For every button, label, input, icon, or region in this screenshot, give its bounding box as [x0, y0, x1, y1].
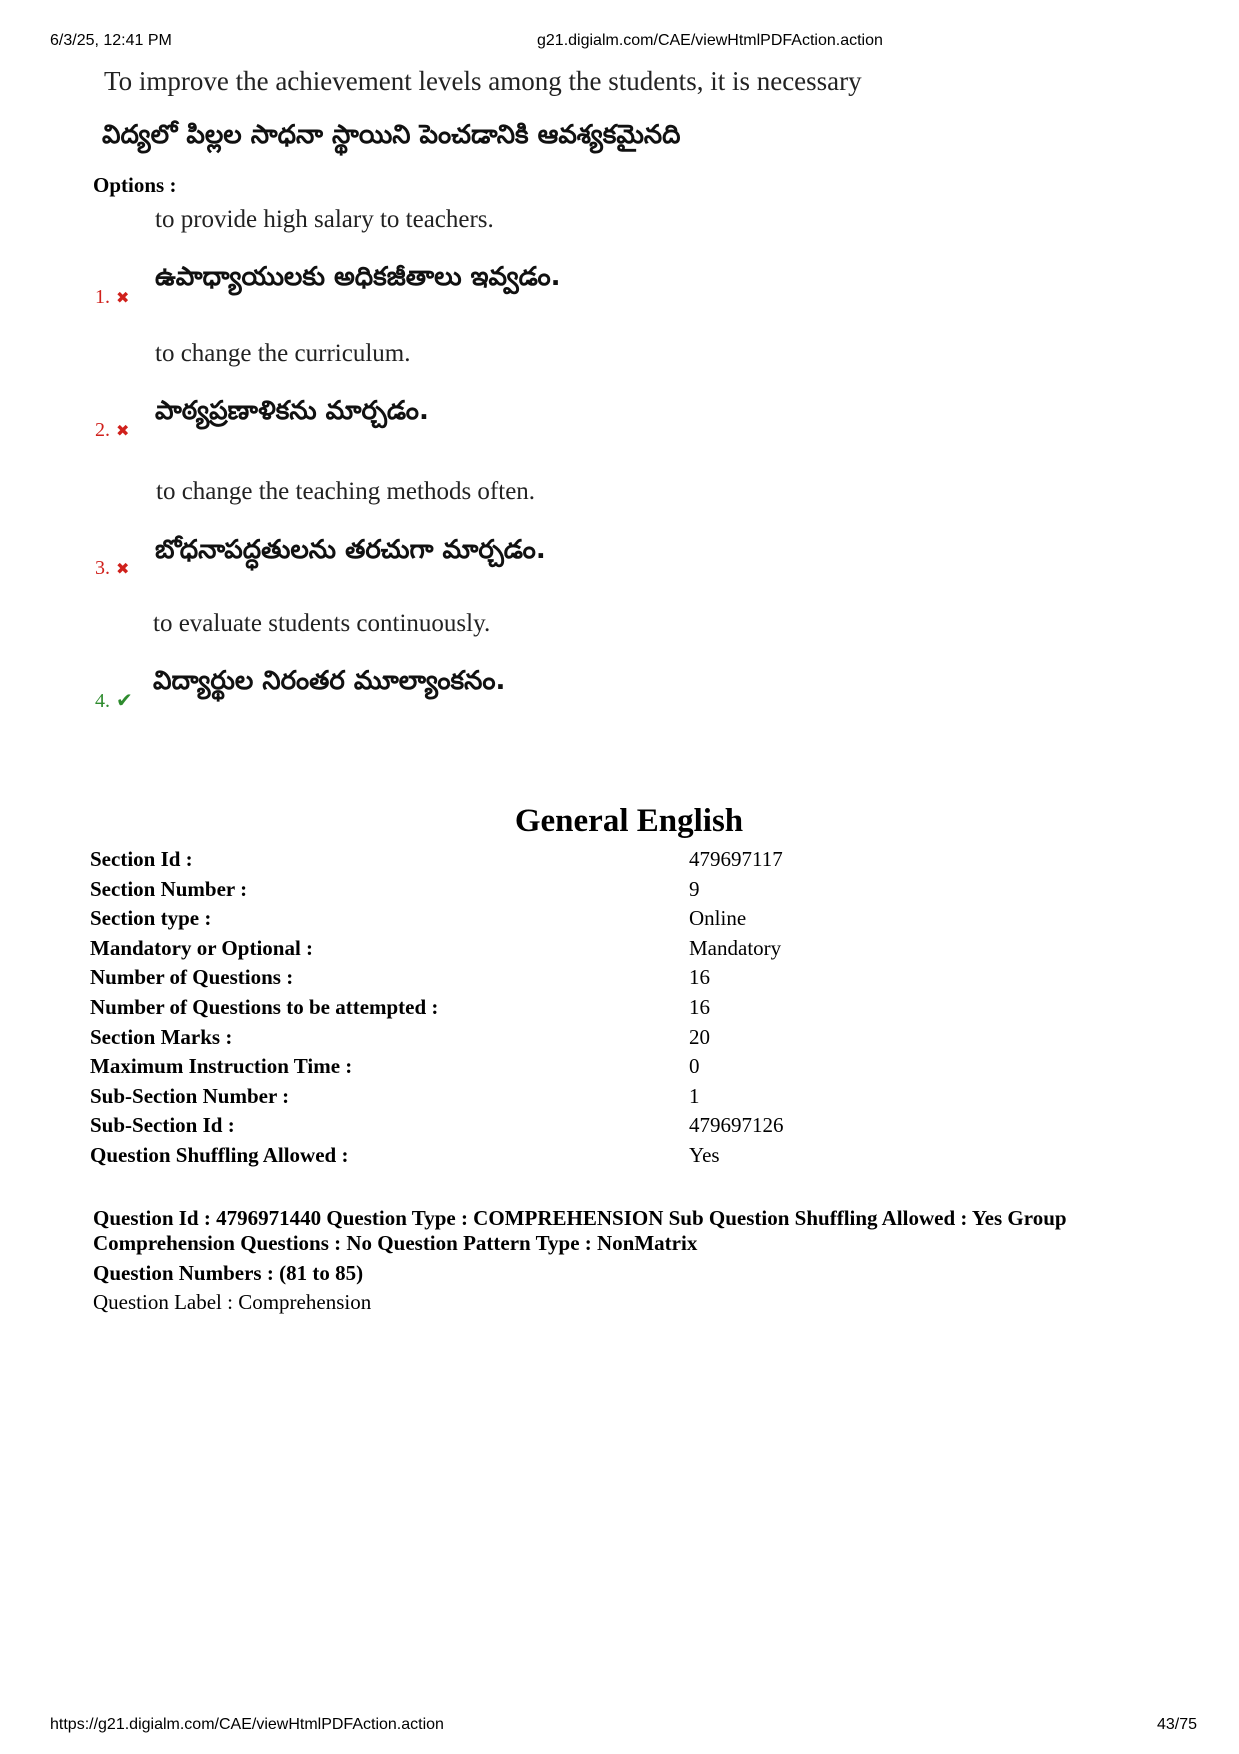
option-english: to change the curriculum.: [155, 340, 411, 367]
option-english: to provide high salary to teachers.: [155, 206, 494, 233]
row-value: 1: [689, 1083, 700, 1108]
option-telugu: విద్యార్థుల నిరంతర మూల్యాంకనం.: [153, 666, 506, 696]
row-value: 479697126: [689, 1113, 784, 1138]
row-value: 16: [689, 965, 710, 990]
row-label: Section type :: [90, 906, 212, 931]
options-label: Options :: [93, 173, 177, 197]
row-label: Sub-Section Id :: [90, 1113, 235, 1138]
option-telugu: పాఠ్యప్రణాళికను మార్చడం.: [155, 396, 429, 426]
row-label: Question Shuffling Allowed :: [90, 1143, 349, 1167]
header-datetime: 6/3/25, 12:41 PM: [50, 32, 172, 49]
row-label: Number of Questions to be attempted :: [90, 995, 439, 1019]
row-label: Section Id :: [90, 847, 193, 871]
row-value: 9: [689, 876, 700, 901]
option-number: 4.: [95, 690, 110, 712]
cross-icon: ✖: [116, 290, 130, 307]
question-label: Question Label : Comprehension: [93, 1290, 372, 1314]
question-telugu: విద్యలో పిల్లల సాధనా స్థాయిని పెంచడానికి ఆవశ్యకమైనది: [102, 120, 681, 150]
comprehension-line2: Comprehension Questions : No Question Pattern Type : NonMatrix: [93, 1231, 698, 1255]
question-numbers: Question Numbers : (81 to 85): [93, 1261, 364, 1285]
cross-icon: ✖: [116, 561, 130, 578]
header-url: g21.digialm.com/CAE/viewHtmlPDFAction.action: [537, 32, 883, 49]
row-value: 479697117: [689, 847, 783, 871]
row-label: Maximum Instruction Time :: [90, 1054, 353, 1079]
row-label: Section Marks :: [90, 1024, 233, 1049]
option-english: to evaluate students continuously.: [153, 610, 491, 637]
check-icon: ✔: [116, 690, 133, 712]
section-title: General English: [514, 803, 744, 839]
option-number: 3.: [95, 557, 110, 579]
page-number: 43/75: [1156, 1716, 1197, 1733]
option-number: 1.: [95, 286, 110, 308]
row-label: Sub-Section Number :: [90, 1083, 290, 1108]
option-telugu: ఉపాధ్యాయులకు అధికజీతాలు ఇవ్వడం.: [155, 262, 561, 292]
comprehension-line1: Question Id : 4796971440 Question Type : COMPREHENSION Sub Question Shuffling Allowed : Yes Group: [93, 1206, 1067, 1230]
row-label: Mandatory or Optional :: [90, 935, 314, 960]
row-value: Mandatory: [689, 935, 782, 960]
row-label: Number of Questions :: [90, 965, 294, 990]
question-english: To improve the achievement levels among the students, it is necessary: [104, 66, 862, 96]
option-telugu: బోధనాపద్ధతులను తరచుగా మార్చడం.: [155, 535, 546, 565]
row-value: 0: [689, 1054, 700, 1079]
row-value: Yes: [689, 1143, 720, 1167]
option-number: 2.: [95, 419, 110, 441]
row-value: 20: [689, 1024, 710, 1049]
row-label: Section Number :: [90, 876, 248, 901]
cross-icon: ✖: [116, 423, 130, 440]
row-value: 16: [689, 995, 710, 1019]
footer-url: https://g21.digialm.com/CAE/viewHtmlPDFAction.action: [50, 1716, 444, 1733]
row-value: Online: [689, 906, 747, 931]
option-english: to change the teaching methods often.: [156, 478, 536, 505]
